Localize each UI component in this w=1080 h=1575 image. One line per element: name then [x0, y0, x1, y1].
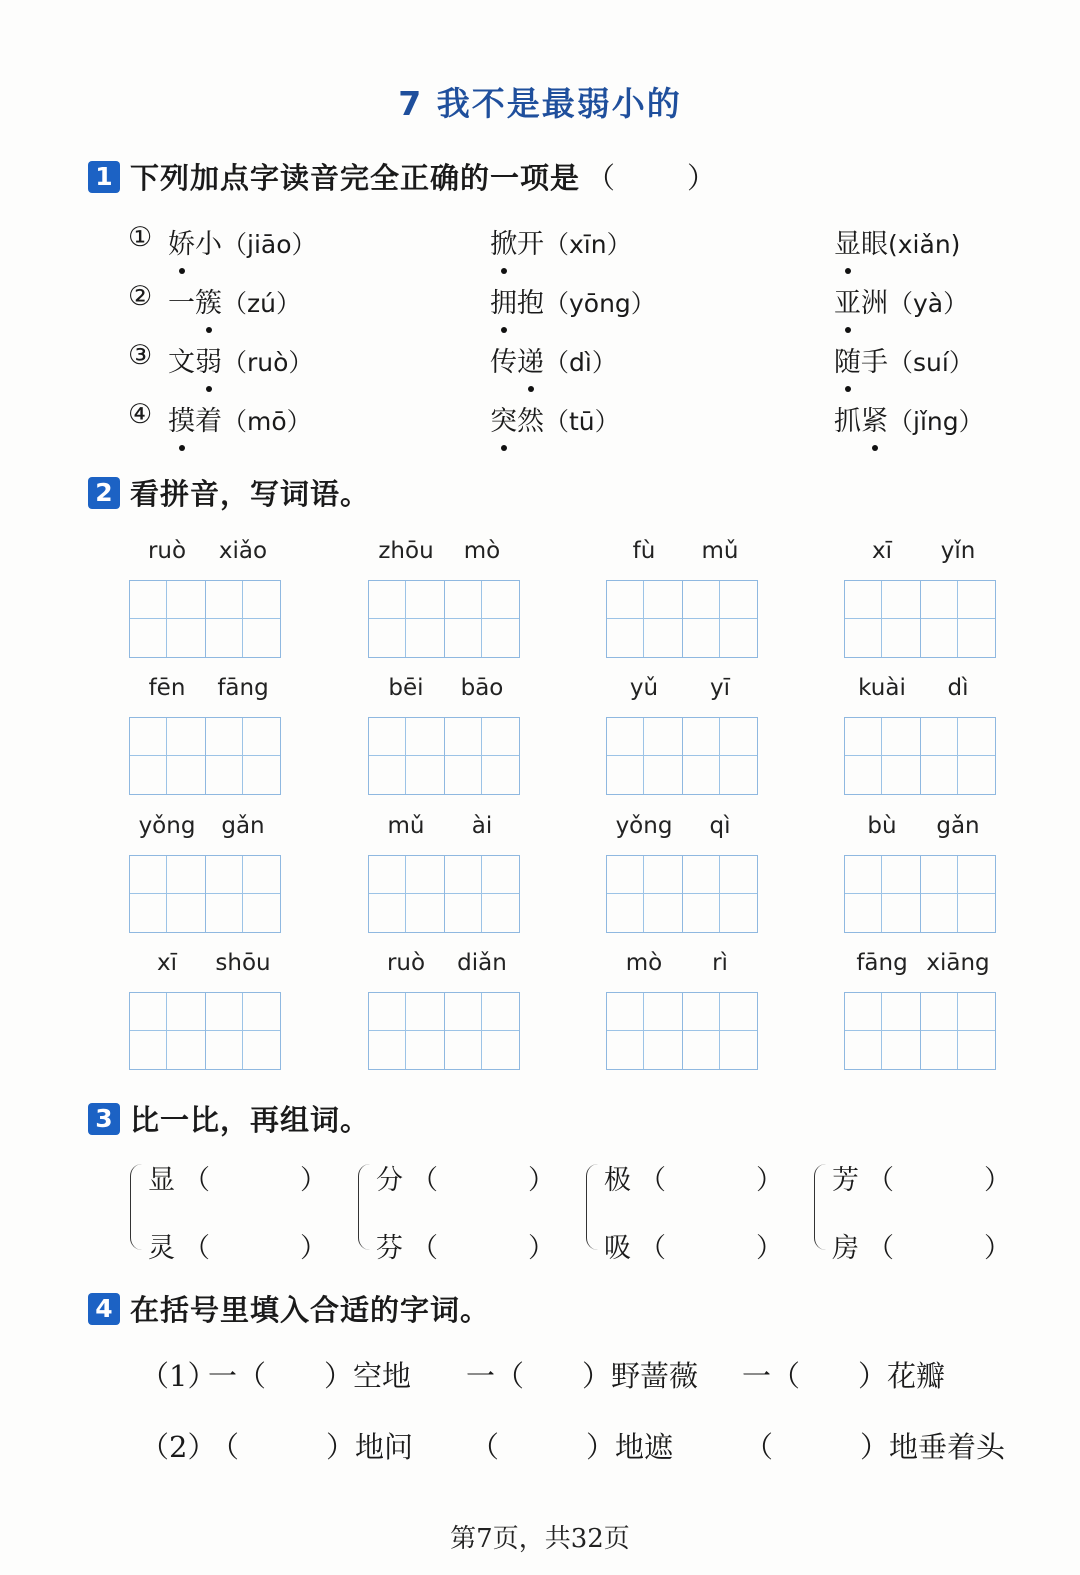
pinyin-syllable: mǔ	[387, 813, 425, 839]
word-with-pinyin	[168, 222, 317, 261]
option-number: ③	[128, 340, 153, 371]
pinyin-annotation: （zú）	[222, 289, 301, 318]
compare-pair	[130, 1158, 330, 1268]
dotted-char: 亚	[834, 281, 861, 320]
pinyin-line	[129, 813, 281, 847]
pinyin-syllable: zhōu	[378, 538, 434, 564]
compare-line[interactable]	[376, 1158, 555, 1197]
word-with-pinyin	[490, 340, 617, 379]
plain-char: 抱	[517, 288, 544, 319]
pinyin-syllable: xiǎo	[218, 538, 268, 564]
compare-line[interactable]	[148, 1158, 327, 1197]
word-with-pinyin	[490, 281, 656, 320]
fill-blank-item[interactable]: （ ）地遮	[470, 1430, 674, 1464]
pinyin-syllable: kuài	[858, 675, 906, 701]
compare-line[interactable]	[604, 1158, 783, 1197]
pinyin-annotation: （tū）	[544, 407, 620, 436]
pinyin-word-box	[844, 813, 996, 935]
plain-char: 小	[195, 229, 222, 260]
tianzige-square[interactable]	[607, 993, 682, 1069]
pinyin-line	[844, 813, 996, 847]
tianzige-square[interactable]	[205, 993, 280, 1069]
open-paren: （	[411, 1165, 438, 1196]
tianzige-square[interactable]	[369, 718, 444, 794]
tianzige-square[interactable]	[130, 718, 205, 794]
tianzige-square[interactable]	[682, 993, 757, 1069]
pinyin-line	[129, 538, 281, 572]
dotted-char: 显	[834, 222, 861, 261]
pinyin-line	[844, 538, 996, 572]
plain-char: 眼	[861, 229, 888, 260]
close-paren: ）	[756, 1233, 783, 1264]
tianzige-square[interactable]	[682, 718, 757, 794]
close-paren: ）	[300, 1165, 327, 1196]
question-number-badge: 4	[88, 1293, 120, 1325]
tianzige-square[interactable]	[444, 581, 519, 657]
tianzige-square[interactable]	[369, 581, 444, 657]
tianzige-square[interactable]	[682, 856, 757, 932]
question-4-header	[88, 1288, 490, 1329]
dotted-char: 簇	[195, 281, 222, 320]
pinyin-syllable: fēn	[148, 675, 186, 701]
word-with-pinyin	[168, 340, 313, 379]
answer-parentheses[interactable]: （ ）	[586, 161, 717, 195]
tianzige-square[interactable]	[369, 993, 444, 1069]
pinyin-word-box	[844, 538, 996, 660]
close-paren: ）	[756, 1165, 783, 1196]
word-with-pinyin	[168, 399, 312, 438]
word-with-pinyin	[834, 281, 968, 320]
plain-char: 着	[195, 406, 222, 437]
pinyin-line	[368, 813, 520, 847]
writing-grid	[129, 992, 281, 1070]
plain-char: 手	[861, 347, 888, 378]
option-number: ①	[128, 222, 153, 253]
compare-pair	[586, 1158, 786, 1268]
tianzige-square[interactable]	[845, 856, 920, 932]
pinyin-word-box	[129, 813, 281, 935]
pinyin-line	[844, 675, 996, 709]
pinyin-line	[606, 950, 758, 984]
dotted-char: 突	[490, 399, 517, 438]
open-paren: （	[639, 1165, 666, 1196]
tianzige-square[interactable]	[205, 856, 280, 932]
dotted-char: 紧	[861, 399, 888, 438]
pinyin-syllable: mò	[625, 950, 663, 976]
question-3-header	[88, 1098, 370, 1139]
open-paren: （	[867, 1165, 894, 1196]
compare-line[interactable]	[832, 1158, 1011, 1197]
open-paren: （	[867, 1233, 894, 1264]
tianzige-square[interactable]	[682, 581, 757, 657]
compare-pair	[814, 1158, 1014, 1268]
pinyin-word-box	[129, 675, 281, 797]
question-3-text: 比一比，再组词。	[130, 1103, 371, 1137]
pinyin-word-box	[606, 813, 758, 935]
pinyin-line	[606, 813, 758, 847]
question-2-text: 看拼音，写词语。	[130, 477, 371, 511]
open-paren: （	[183, 1233, 210, 1264]
open-paren: （	[183, 1165, 210, 1196]
pinyin-line	[368, 538, 520, 572]
fill-blank-item[interactable]: （ ）地垂着头	[744, 1430, 1006, 1464]
pinyin-syllable: mǔ	[701, 538, 739, 564]
word-with-pinyin	[834, 399, 984, 438]
question-number-badge: 3	[88, 1103, 120, 1135]
tianzige-square[interactable]	[845, 993, 920, 1069]
pinyin-word-box	[129, 950, 281, 1072]
brace-icon	[586, 1164, 601, 1250]
question-number-badge: 2	[88, 477, 120, 509]
pinyin-annotation: （jiāo）	[222, 230, 317, 259]
compare-line[interactable]	[832, 1226, 1011, 1265]
plain-char: 文	[168, 347, 195, 378]
writing-grid	[606, 855, 758, 933]
plain-char: 传	[490, 347, 517, 378]
plain-char: 抓	[834, 406, 861, 437]
tianzige-square[interactable]	[845, 718, 920, 794]
pinyin-word-box	[368, 813, 520, 935]
compare-char: 灵	[148, 1233, 175, 1264]
plain-char: 洲	[861, 288, 888, 319]
tianzige-square[interactable]	[205, 718, 280, 794]
pinyin-line	[606, 675, 758, 709]
plain-char: 开	[517, 229, 544, 260]
writing-grid	[606, 580, 758, 658]
pinyin-annotation: （suí）	[888, 348, 974, 377]
pinyin-syllable: ruò	[386, 950, 426, 976]
writing-grid	[606, 717, 758, 795]
tianzige-square[interactable]	[607, 581, 682, 657]
close-paren: ）	[300, 1233, 327, 1264]
pinyin-annotation: （mō）	[222, 407, 312, 436]
writing-grid	[129, 855, 281, 933]
word-with-pinyin	[834, 222, 960, 261]
pinyin-annotation: （yōng）	[544, 289, 656, 318]
close-paren: ）	[984, 1233, 1011, 1264]
close-paren: ）	[528, 1233, 555, 1264]
compare-pair	[358, 1158, 558, 1268]
compare-line[interactable]	[604, 1226, 783, 1265]
writing-grid	[844, 855, 996, 933]
pinyin-syllable: ài	[471, 813, 493, 839]
pinyin-word-box	[368, 675, 520, 797]
word-with-pinyin	[490, 399, 620, 438]
fill-blank-item[interactable]: （ ）地问	[210, 1430, 414, 1464]
fill-blank-item[interactable]: 一（ ）空地	[208, 1359, 412, 1393]
tianzige-square[interactable]	[130, 993, 205, 1069]
compare-char: 芬	[376, 1233, 403, 1264]
page-footer: 第7页，共32页	[450, 1524, 630, 1554]
writing-grid	[844, 992, 996, 1070]
brace-icon	[358, 1164, 373, 1250]
open-paren: （	[411, 1233, 438, 1264]
writing-grid	[844, 580, 996, 658]
word-with-pinyin	[834, 340, 974, 379]
word-with-pinyin	[490, 222, 632, 261]
compare-char: 吸	[604, 1233, 631, 1264]
pinyin-syllable: xiāng	[926, 950, 990, 976]
pinyin-line	[129, 675, 281, 709]
writing-grid	[844, 717, 996, 795]
pinyin-syllable: yǐn	[940, 538, 976, 564]
tianzige-square[interactable]	[920, 856, 995, 932]
tianzige-square[interactable]	[607, 718, 682, 794]
writing-grid	[129, 717, 281, 795]
tianzige-square[interactable]	[920, 718, 995, 794]
word-with-pinyin	[168, 281, 301, 320]
pinyin-syllable: mò	[463, 538, 501, 564]
pinyin-syllable: yǔ	[629, 675, 659, 701]
plain-char: 然	[517, 406, 544, 437]
pinyin-syllable: yǒng	[138, 813, 196, 839]
pinyin-word-box	[606, 675, 758, 797]
pinyin-word-box	[606, 950, 758, 1072]
pinyin-line	[844, 950, 996, 984]
compare-line[interactable]	[376, 1226, 555, 1265]
fill-line-2-label: （2）	[140, 1430, 217, 1464]
fill-line-1-label: （1）	[140, 1359, 217, 1393]
writing-grid	[368, 992, 520, 1070]
question-4-text: 在括号里填入合适的字词。	[130, 1293, 491, 1327]
dotted-char: 递	[517, 340, 544, 379]
tianzige-square[interactable]	[920, 993, 995, 1069]
pinyin-annotation: (xiǎn)	[888, 230, 961, 259]
pinyin-syllable: xī	[156, 950, 177, 976]
pinyin-syllable: gǎn	[221, 813, 265, 839]
pinyin-syllable: bù	[867, 813, 897, 839]
pinyin-syllable: fāng	[217, 675, 269, 701]
pinyin-line	[368, 675, 520, 709]
tianzige-square[interactable]	[444, 718, 519, 794]
pinyin-line	[129, 950, 281, 984]
fill-blank-item[interactable]: 一（ ）花瓣	[742, 1359, 946, 1393]
pinyin-syllable: bāo	[460, 675, 504, 701]
compare-char: 极	[604, 1165, 631, 1196]
pinyin-word-box	[844, 675, 996, 797]
pinyin-syllable: gǎn	[936, 813, 980, 839]
compare-line[interactable]	[148, 1226, 327, 1265]
plain-char: 一	[168, 288, 195, 319]
pinyin-syllable: ruò	[147, 538, 187, 564]
page-title: 7 我不是最弱小的	[398, 84, 682, 123]
pinyin-syllable: diǎn	[457, 950, 507, 976]
fill-blank-item[interactable]: 一（ ）野蔷薇	[466, 1359, 699, 1393]
pinyin-annotation: （yà）	[888, 289, 969, 318]
brace-icon	[130, 1164, 145, 1250]
pinyin-syllable: fù	[632, 538, 656, 564]
pinyin-word-box	[606, 538, 758, 660]
option-number: ②	[128, 281, 153, 312]
pinyin-word-box	[368, 950, 520, 1072]
pinyin-annotation: （ruò）	[222, 348, 314, 377]
writing-grid	[129, 580, 281, 658]
writing-grid	[368, 717, 520, 795]
close-paren: ）	[528, 1165, 555, 1196]
pinyin-syllable: dì	[947, 675, 969, 701]
tianzige-square[interactable]	[369, 856, 444, 932]
tianzige-square[interactable]	[130, 856, 205, 932]
writing-grid	[368, 855, 520, 933]
compare-char: 芳	[832, 1165, 859, 1196]
brace-icon	[814, 1164, 829, 1250]
compare-char: 显	[148, 1165, 175, 1196]
dotted-char: 拥	[490, 281, 517, 320]
pinyin-syllable: qì	[709, 813, 731, 839]
question-number-badge: 1	[88, 161, 120, 193]
pinyin-syllable: yǒng	[615, 813, 673, 839]
question-1-text: 下列加点字读音完全正确的一项是	[130, 161, 581, 195]
open-paren: （	[639, 1233, 666, 1264]
pinyin-syllable: shōu	[215, 950, 271, 976]
pinyin-word-box	[129, 538, 281, 660]
tianzige-square[interactable]	[444, 993, 519, 1069]
pinyin-word-box	[844, 950, 996, 1072]
tianzige-square[interactable]	[920, 581, 995, 657]
tianzige-square[interactable]	[130, 581, 205, 657]
pinyin-syllable: yī	[709, 675, 730, 701]
compare-char: 房	[832, 1233, 859, 1264]
question-1-header	[88, 156, 716, 197]
tianzige-square[interactable]	[444, 856, 519, 932]
dotted-char: 随	[834, 340, 861, 379]
pinyin-annotation: （jǐng）	[888, 407, 984, 436]
pinyin-word-box	[368, 538, 520, 660]
dotted-char: 弱	[195, 340, 222, 379]
dotted-char: 摸	[168, 399, 195, 438]
option-number: ④	[128, 399, 153, 430]
writing-grid	[606, 992, 758, 1070]
question-2-header	[88, 472, 370, 513]
close-paren: ）	[984, 1165, 1011, 1196]
pinyin-line	[606, 538, 758, 572]
pinyin-annotation: （xīn）	[544, 230, 632, 259]
tianzige-square[interactable]	[607, 856, 682, 932]
tianzige-square[interactable]	[845, 581, 920, 657]
compare-char: 分	[376, 1165, 403, 1196]
pinyin-annotation: （dì）	[544, 348, 617, 377]
dotted-char: 掀	[490, 222, 517, 261]
pinyin-syllable: rì	[712, 950, 728, 976]
pinyin-syllable: bēi	[388, 675, 424, 701]
pinyin-line	[368, 950, 520, 984]
dotted-char: 娇	[168, 222, 195, 261]
tianzige-square[interactable]	[205, 581, 280, 657]
pinyin-syllable: fāng	[856, 950, 908, 976]
pinyin-syllable: xī	[871, 538, 892, 564]
writing-grid	[368, 580, 520, 658]
